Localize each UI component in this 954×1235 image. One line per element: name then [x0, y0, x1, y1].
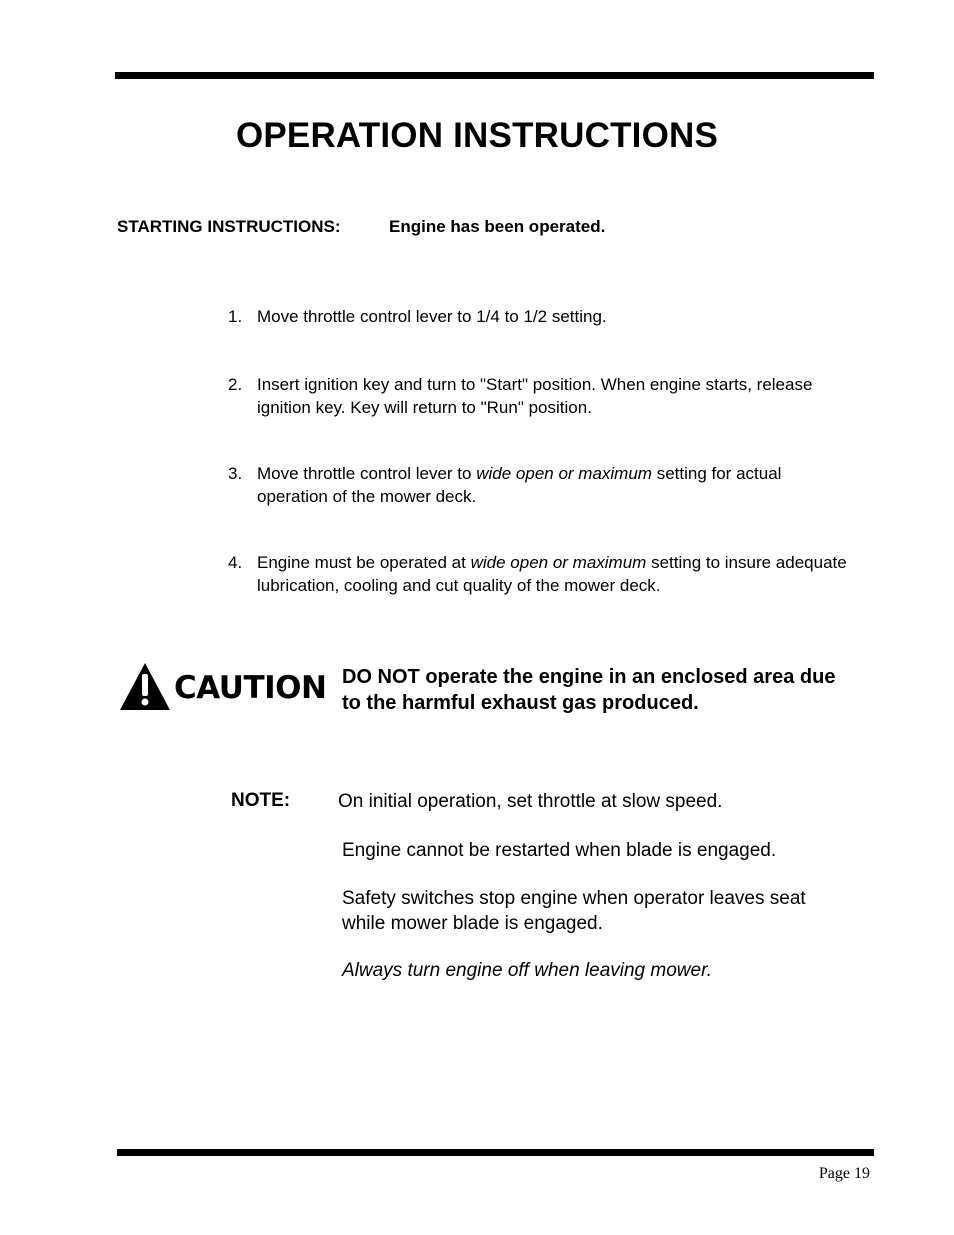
note-line: Safety switches stop engine when operator leaves seat while mower blade is engaged.: [342, 888, 806, 934]
step-text: [257, 462, 847, 508]
step-number: 4.: [228, 553, 243, 572]
starting-instructions-label: STARTING INSTRUCTIONS:: [117, 217, 341, 236]
page-number: Page 19: [818, 1165, 870, 1182]
note-label: NOTE:: [231, 790, 291, 811]
bottom-rule: [117, 1149, 874, 1156]
note-line: Engine cannot be restarted when blade is engaged.: [342, 840, 777, 861]
warning-triangle-icon: [118, 660, 172, 714]
page-title: OPERATION INSTRUCTIONS: [235, 116, 719, 155]
step-text: Insert ignition key and turn to "Start" position. When engine starts, release ignition key. Key will return to "Run" position.: [257, 375, 813, 417]
step-emphasis: wide open or maximum: [470, 553, 647, 572]
top-rule: [115, 72, 874, 79]
step-number: 2.: [228, 375, 243, 394]
note-line: On initial operation, set throttle at slow speed.: [338, 791, 723, 812]
step-text-start: Move throttle control lever to: [257, 464, 477, 483]
step-number: 3.: [228, 464, 243, 483]
caution-badge: [118, 660, 327, 714]
step-text-start: Engine must be operated at: [257, 553, 471, 572]
step-text: [257, 551, 847, 597]
starting-instructions-condition: Engine has been operated.: [389, 217, 606, 236]
caution-message: DO NOT operate the engine in an enclosed area due to the harmful exhaust gas produced.: [342, 666, 836, 714]
step-text-end: setting to insure adequate lubrication, cooling and cut quality of the mower deck.: [257, 553, 847, 595]
step-text-end: setting for actual operation of the mower deck.: [257, 464, 782, 506]
caution-word: CAUTION: [174, 670, 327, 706]
step-text: Move throttle control lever to 1/4 to 1/2 setting.: [257, 307, 607, 326]
step-emphasis: wide open or maximum: [476, 464, 652, 483]
note-line: Always turn engine off when leaving mower.: [342, 960, 712, 981]
step-number: 1.: [228, 307, 243, 326]
